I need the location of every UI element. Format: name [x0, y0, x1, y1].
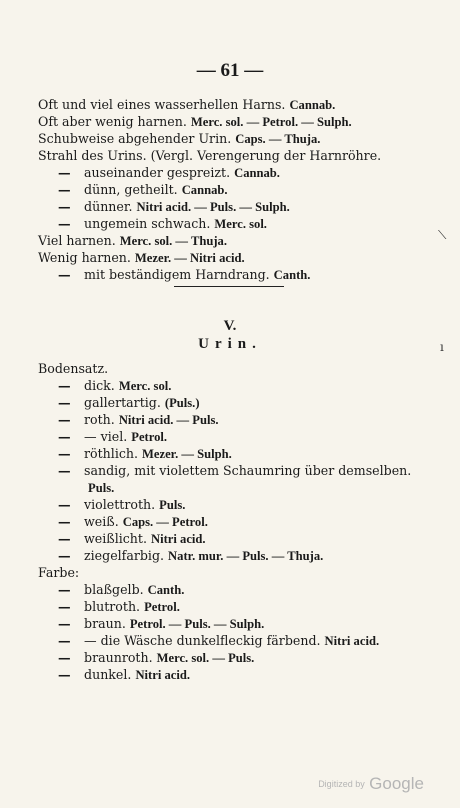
dash: — [58, 514, 71, 529]
dash: — [58, 497, 71, 512]
entry-line [38, 96, 335, 113]
entry-text: dünner. [84, 199, 133, 214]
entry-text: Schubweise abgehender Urin. [38, 131, 232, 146]
dash: — [58, 216, 71, 231]
margin-mark: ı [440, 340, 444, 354]
entry-line [58, 394, 200, 411]
entry-text: blaßgelb. [84, 582, 144, 597]
entry-line [58, 666, 190, 683]
entry-text: — die Wäsche dunkelfleckig färbend. [84, 633, 321, 648]
dash: — [58, 633, 71, 648]
dash: — [58, 199, 71, 214]
entry-text: braunroth. [84, 650, 153, 665]
entry-remedies: Cannab. [289, 98, 336, 112]
entry-remedies: Petrol. — Puls. — Sulph. [129, 617, 265, 631]
dash: — [58, 412, 71, 427]
entry-text: dick. [84, 378, 115, 393]
section-title: Urin. [198, 336, 262, 352]
subsection-heading: Bodensatz. [38, 361, 109, 376]
entry-line [58, 632, 379, 649]
entry-line [58, 411, 219, 428]
entry-text: Oft aber wenig harnen. [38, 114, 187, 129]
entry-remedies: Cannab. [234, 166, 280, 180]
entry-line [58, 198, 290, 215]
digitized-watermark [318, 774, 424, 794]
dash: — [58, 463, 71, 478]
dash: — [58, 650, 71, 665]
dash: — [58, 599, 71, 614]
entry-text: Wenig harnen. [38, 250, 131, 265]
entry-text: weißlicht. [84, 531, 147, 546]
entry-text: auseinander gespreizt. [84, 165, 231, 180]
entry-remedies: Nitri acid. — Puls. [118, 413, 219, 427]
entry-line [58, 445, 232, 462]
entry-text: ziegelfarbig. [84, 548, 165, 563]
entry-line [58, 164, 280, 181]
entry-line [58, 266, 310, 283]
entry-remedies: Nitri acid. [324, 634, 380, 648]
entry-remedies: Canth. [147, 583, 185, 597]
entry-line [58, 215, 267, 232]
entry-text: Strahl des Urins. (Vergl. Verengerung der Harnröhre. [38, 148, 382, 163]
entry-remedies: Merc. sol. [214, 217, 267, 231]
entry-remedies: Caps. — Petrol. [122, 515, 208, 529]
dash: — [58, 182, 71, 197]
entry-remedies: Petrol. [131, 430, 168, 444]
entry-remedies: Canth. [273, 268, 311, 282]
entry-line [58, 649, 254, 666]
margin-mark: ⟍ [438, 228, 447, 242]
entry-line [58, 547, 323, 564]
subsection-heading: Farbe: [38, 565, 80, 580]
entry-remedies: Nitri acid. — Puls. — Sulph. [136, 200, 290, 214]
entry-line [58, 598, 180, 615]
entry-text: sandig, mit violettem Schaumring über demselben. [84, 463, 412, 478]
entry-line [38, 130, 320, 147]
entry-remedies: Merc. sol. — Puls. [156, 651, 255, 665]
entry-line [58, 181, 228, 198]
entry-remedies: Merc. sol. — Petrol. — Sulph. [190, 115, 352, 129]
entry-text: blutroth. [84, 599, 141, 614]
entry-line [58, 428, 167, 445]
entry-text: mit beständigem Harndrang. [84, 267, 270, 282]
page-number: — 61 — [196, 60, 264, 81]
entry-text: roth. [84, 412, 115, 427]
entry-text: Oft und viel eines wasserhellen Harns. [38, 97, 286, 112]
entry-line [88, 479, 114, 496]
dash: — [58, 446, 71, 461]
entry-line [58, 496, 185, 513]
dash: — [58, 378, 71, 393]
entry-remedies: Nitri acid. [135, 668, 191, 682]
dash: — [58, 267, 71, 282]
entry-text: violettroth. [84, 497, 156, 512]
entry-line [38, 232, 227, 249]
entry-text: gallertartig. [84, 395, 161, 410]
entry-line [58, 462, 411, 479]
watermark-prefix: Digitized by [318, 779, 365, 789]
entry-line [38, 147, 381, 164]
entry-remedies: Cannab. [181, 183, 228, 197]
entry-remedies: Nitri acid. [151, 532, 206, 546]
entry-text: dünn, getheilt. [84, 182, 178, 197]
entry-remedies: Mezer. — Sulph. [142, 447, 232, 461]
entry-remedies: Petrol. [144, 600, 180, 614]
entry-remedies: Puls. [159, 498, 186, 512]
watermark-brand: Google [369, 774, 424, 793]
entry-text: braun. [84, 616, 126, 631]
dash: — [58, 667, 71, 682]
dash: — [58, 429, 71, 444]
dash: — [58, 531, 71, 546]
section-divider [174, 286, 284, 287]
entry-text: weiß. [84, 514, 119, 529]
entry-remedies: Natr. mur. — Puls. — Thuja. [168, 549, 324, 563]
entry-line [38, 249, 245, 266]
entry-remedies: Mezer. — Nitri acid. [134, 251, 245, 265]
entry-line [58, 530, 206, 547]
dash: — [58, 616, 71, 631]
entry-remedies: Merc. sol. [118, 379, 172, 393]
entry-remedies: (Puls.) [164, 396, 200, 410]
entry-line [58, 377, 171, 394]
entry-line [58, 513, 208, 530]
dash: — [58, 582, 71, 597]
dash: — [58, 165, 71, 180]
entry-text: dunkel. [84, 667, 132, 682]
entry-remedies: Caps. — Thuja. [235, 132, 321, 146]
entry-text: — viel. [84, 429, 128, 444]
entry-remedies: Merc. sol. — Thuja. [119, 234, 227, 248]
dash: — [58, 548, 71, 563]
entry-remedies: Puls. [88, 481, 115, 495]
entry-line [58, 615, 264, 632]
entry-line [58, 581, 184, 598]
dash: — [58, 395, 71, 410]
entry-line [38, 113, 352, 130]
entry-text: röthlich. [84, 446, 139, 461]
entry-text: ungemein schwach. [84, 216, 211, 231]
section-number: V. [223, 318, 237, 334]
entry-text: Viel harnen. [38, 233, 116, 248]
